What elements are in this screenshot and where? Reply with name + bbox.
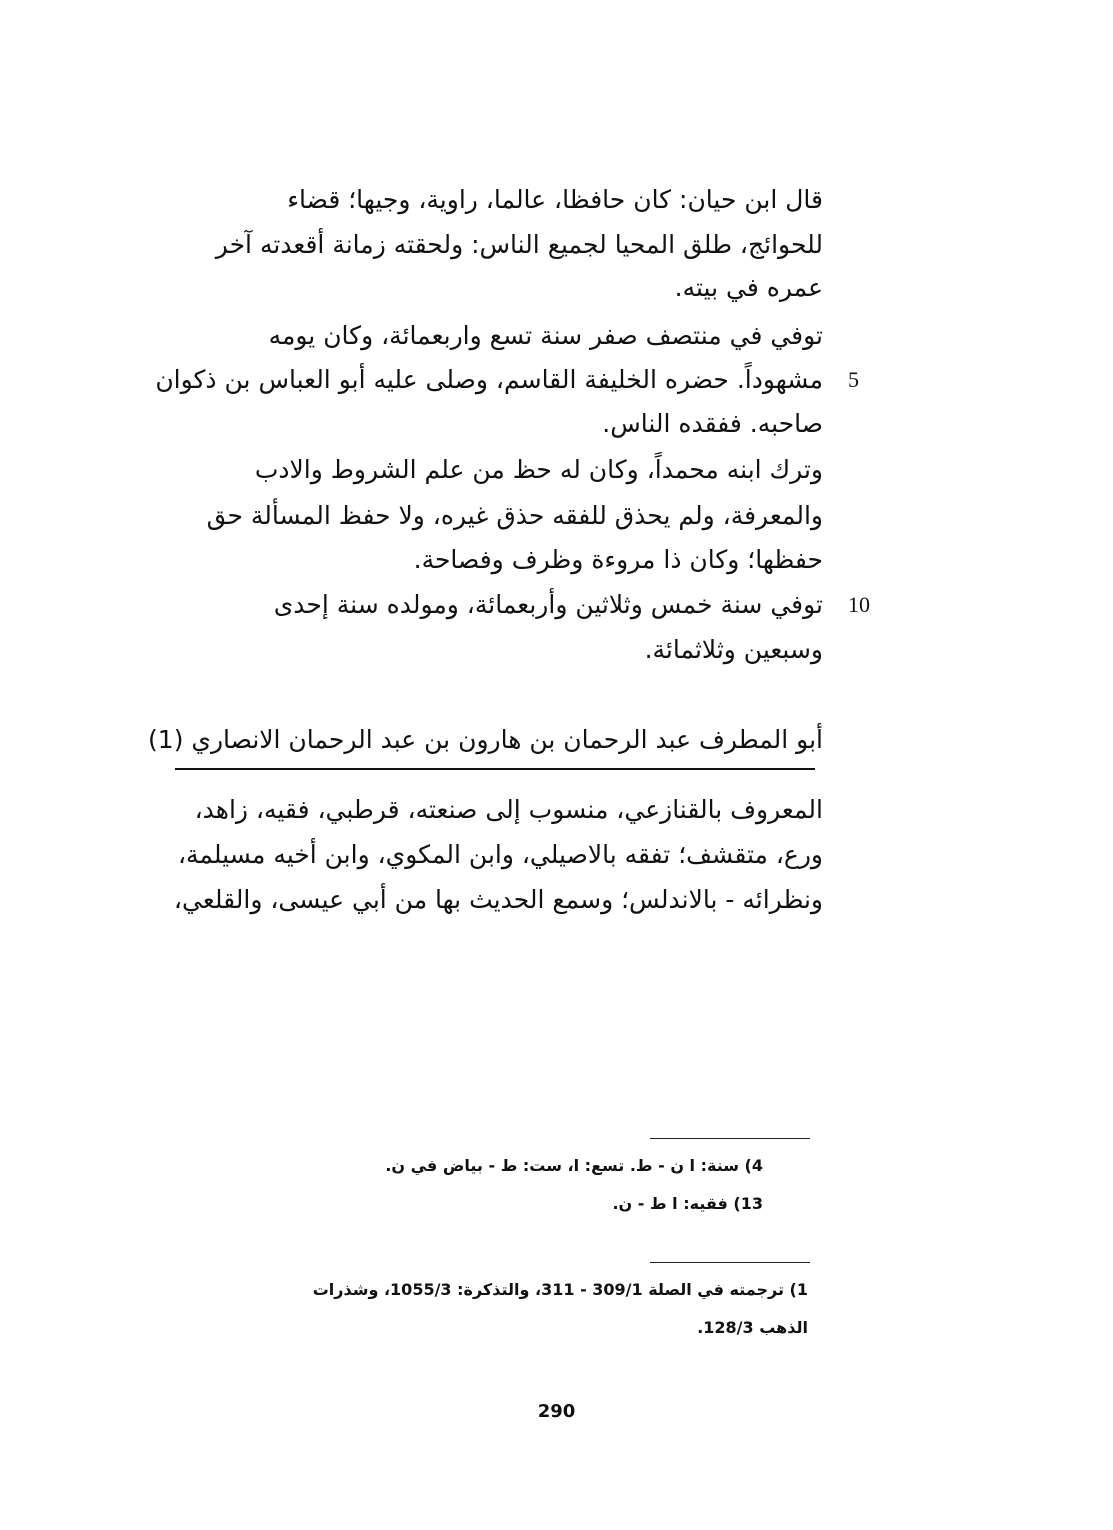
variant-notes-separator (650, 1138, 810, 1139)
variant-note-1: 4) سنة: ا ن - ط. تسع: ا، ست: ط - بياض في ن. (385, 1156, 763, 1175)
bio-line-1: المعروف بالقنازعي، منسوب إلى صنعته، قرطبي، فقيه، زاهد، (194, 795, 823, 824)
body-line-1: قال ابن حيان: كان حافظا، عالما، راوية، وجيها؛ قضاء (287, 185, 823, 214)
footnote-line-1: 1) ترجمته في الصلة 309/1 - 311، والتذكرة: 1055/3، وشذرات (312, 1280, 808, 1299)
body-line-10: توفي سنة خمس وثلاثين وأربعمائة، ومولده سنة إحدى (273, 590, 823, 619)
body-line-4: توفي في منتصف صفر سنة تسع واربعمائة، وكان يومه (268, 321, 823, 350)
footnote-line-2: الذهب 128/3. (697, 1318, 808, 1337)
variant-note-2: 13) فقيه: ا ط - ن. (612, 1194, 763, 1213)
footnotes-separator (650, 1262, 810, 1263)
body-line-7: وترك ابنه محمداً، وكان له حظ من علم الشروط والادب (254, 455, 823, 484)
body-line-8: والمعرفة، ولم يحذق للفقه حذق غيره، ولا حفظ المسألة حق (206, 501, 823, 530)
page-number: 290 (537, 1401, 576, 1422)
body-line-5: مشهوداً. حضره الخليفة القاسم، وصلى عليه أبو العباس بن ذكوان (155, 365, 823, 394)
body-line-6: صاحبه. ففقده الناس. (602, 409, 823, 438)
body-line-3: عمره في بيته. (674, 273, 823, 302)
bio-line-2: ورع، متقشف؛ تفقه بالاصيلي، وابن المكوي، وابن أخيه مسيلمة، (177, 840, 823, 869)
line-number-5: 5 (848, 367, 859, 392)
body-line-9: حفظها؛ وكان ذا مروءة وظرف وفصاحة. (413, 545, 823, 574)
line-number-10: 10 (848, 592, 870, 617)
body-line-11: وسبعين وثلاثمائة. (644, 635, 823, 664)
biography-heading: أبو المطرف عبد الرحمان بن هارون بن عبد الرحمان الانصاري (1) (148, 725, 823, 754)
heading-underline (175, 768, 815, 770)
body-line-2: للحوائج، طلق المحيا لجميع الناس: ولحقته زمانة أقعدته آخر (215, 230, 823, 259)
bio-line-3: ونظرائه - بالاندلس؛ وسمع الحديث بها من أبي عيسى، والقلعي، (173, 885, 823, 914)
